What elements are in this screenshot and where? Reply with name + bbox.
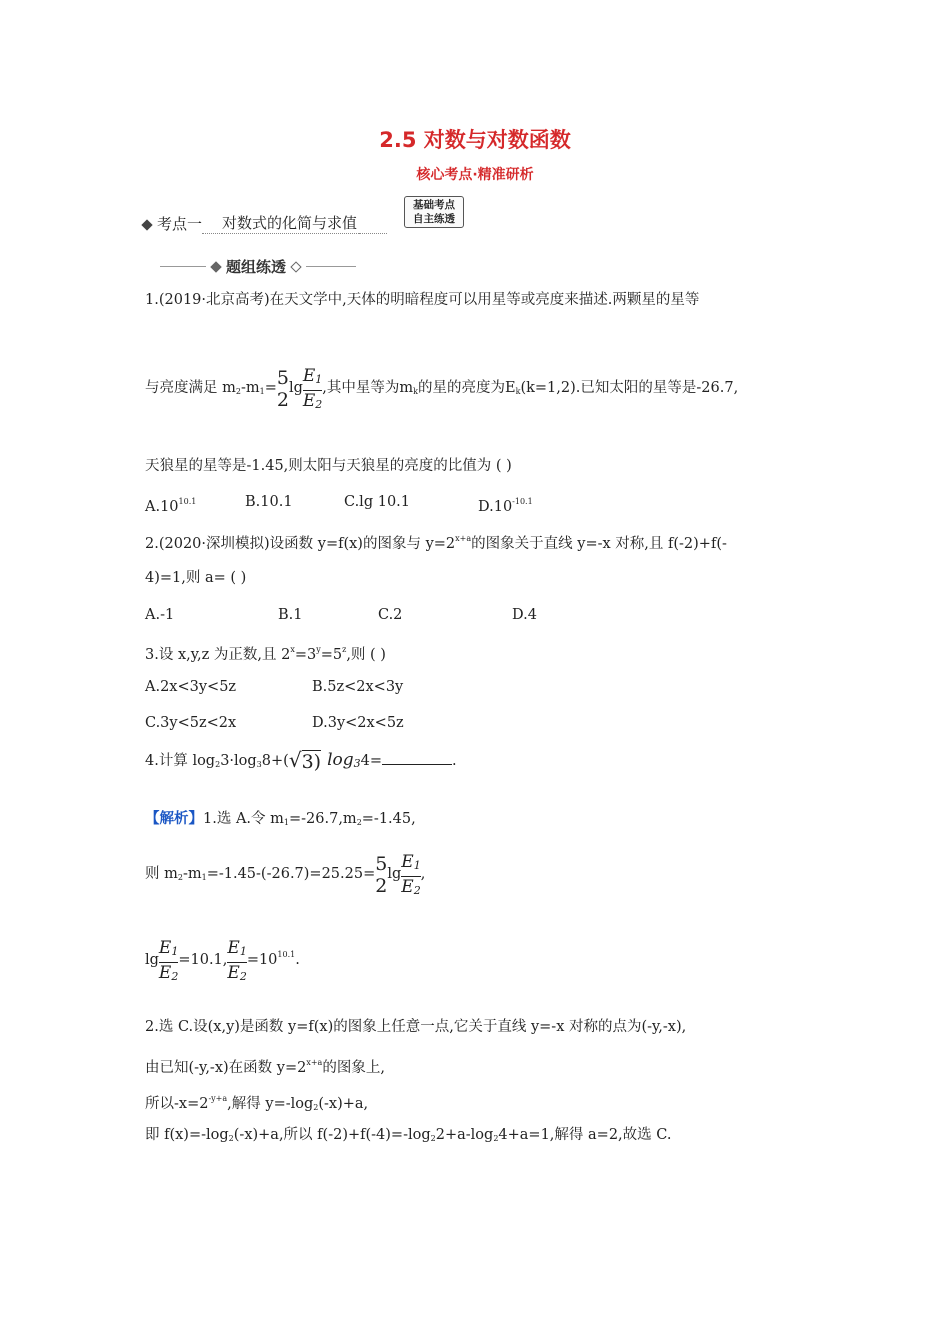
divider: [306, 266, 356, 267]
q1-line1: 1.(2019·北京高考)在天文学中,天体的明暗程度可以用星等或亮度来描述.两颗星的星等: [145, 292, 700, 308]
solution-line2: 则 $m_2-m_1=-1.45-(-26.7)=25.25=$ 5 2 lg $\frac{E_1}{E_2}$ ,: [145, 852, 425, 901]
q2-line2: 4)=1,则 a= ( ): [145, 570, 247, 586]
q1-line3: 天狼星的星等是-1.45,则太阳与天狼星的亮度的比值为 ( ): [145, 458, 512, 474]
fraction-5-2: 5 2: [375, 853, 388, 897]
q3-option-b: B.5z<2x<3y: [312, 679, 404, 695]
solution2-line4: 即 $f(x)=-\log_2(-x)+a$,所以 $f(-2)+f(-4)=-\log_22+a-\log_24+a=1$,解得 a=2,故选 C.: [145, 1127, 672, 1143]
page-title: 2.5 对数与对数函数: [379, 128, 571, 152]
divider: [160, 266, 206, 267]
q3-option-c: C.3y<5z<2x: [145, 715, 237, 731]
tizu-label: 题组练透: [226, 258, 287, 276]
kaodian-title: 对数式的化简与求值: [222, 214, 358, 232]
fraction-E1-E2: $\frac{E_1}{E_2}$: [303, 366, 322, 415]
tizu-heading: [160, 256, 356, 277]
diamond-icon: [290, 261, 301, 272]
q2-option-b: B.1: [278, 607, 303, 623]
q3-option-d: D.3y<2x<5z: [312, 715, 404, 731]
badge-line-1: 基础考点: [413, 199, 455, 211]
jiexi-tag: 【解析】: [145, 811, 203, 827]
kaodian-label: 考点一: [157, 215, 203, 233]
fraction-E1-E2: $\frac{E_1}{E_2}$: [401, 852, 420, 901]
sqrt-icon: √: [288, 748, 302, 772]
level-badge: [404, 196, 464, 228]
page-subtitle: 核心考点·精准研析: [416, 167, 534, 183]
solution2-line2: 由已知(-y,-x)在函数 $y=2^{x+a}$的图象上,: [145, 1058, 385, 1076]
q2-option-d: D.4: [512, 607, 537, 623]
answer-blank: [382, 750, 452, 765]
solution-line3: lg $\frac{E_1}{E_2}$ =10.1, $\frac{E_1}{E_2}$ $=10^{10.1}$.: [145, 938, 300, 987]
q2-option-c: C.2: [378, 607, 403, 623]
q1-line2: 与亮度满足 $m_2-m_1=$ 5 2 lg $\frac{E_1}{E_2}$ ,其中星等为$m_k$的星的亮度为$E_k(k=1,2)$.已知太阳的星等是-26.7,: [145, 366, 738, 415]
solution-line1: 【解析】1.选 A.令 $m_1=-26.7,m_2=-1.45$,: [145, 811, 416, 827]
solution2-line3: 所以$-x=2^{-y+a}$,解得 $y=-\log_2(-x)+a$,: [145, 1094, 369, 1112]
q3-line: 3.设 x,y,z 为正数,且 $2^x=3^y=5^z$,则 ( ): [145, 645, 386, 663]
badge-line-2: 自主练透: [413, 213, 455, 225]
fraction-5-2: 5 2: [276, 367, 289, 411]
diamond-icon: [210, 261, 221, 272]
q1-option-d: $D.10^{-10.1}$: [478, 497, 533, 515]
kaodian-heading: [143, 212, 387, 234]
fraction-E1-E2: $\frac{E_1}{E_2}$: [227, 938, 246, 987]
diamond-bullet-icon: [141, 219, 152, 230]
q1-option-b: B.10.1: [245, 494, 293, 510]
q3-option-a: A.2x<3y<5z: [145, 679, 237, 695]
solution2-line1: 2.选 C.设(x,y)是函数 y=f(x)的图象上任意一点,它关于直线 y=-x 对称的点为(-y,-x),: [145, 1019, 687, 1035]
q4-line: 4.计算 $\log_23\cdot\log_38+(√3)$ $\log_34=$ .: [145, 748, 457, 773]
fraction-E1-E2: $\frac{E_1}{E_2}$: [159, 938, 178, 987]
q2-option-a: A.-1: [145, 607, 175, 623]
q1-option-c: C.lg 10.1: [344, 494, 411, 510]
q1-option-a: $A.10^{10.1}$: [145, 497, 197, 515]
q2-line1: 2.(2020·深圳模拟)设函数 y=f(x)的图象与 $y=2^{x+a}$的图象关于直线 y=-x 对称,且 f(-2)+f(-: [145, 534, 727, 552]
